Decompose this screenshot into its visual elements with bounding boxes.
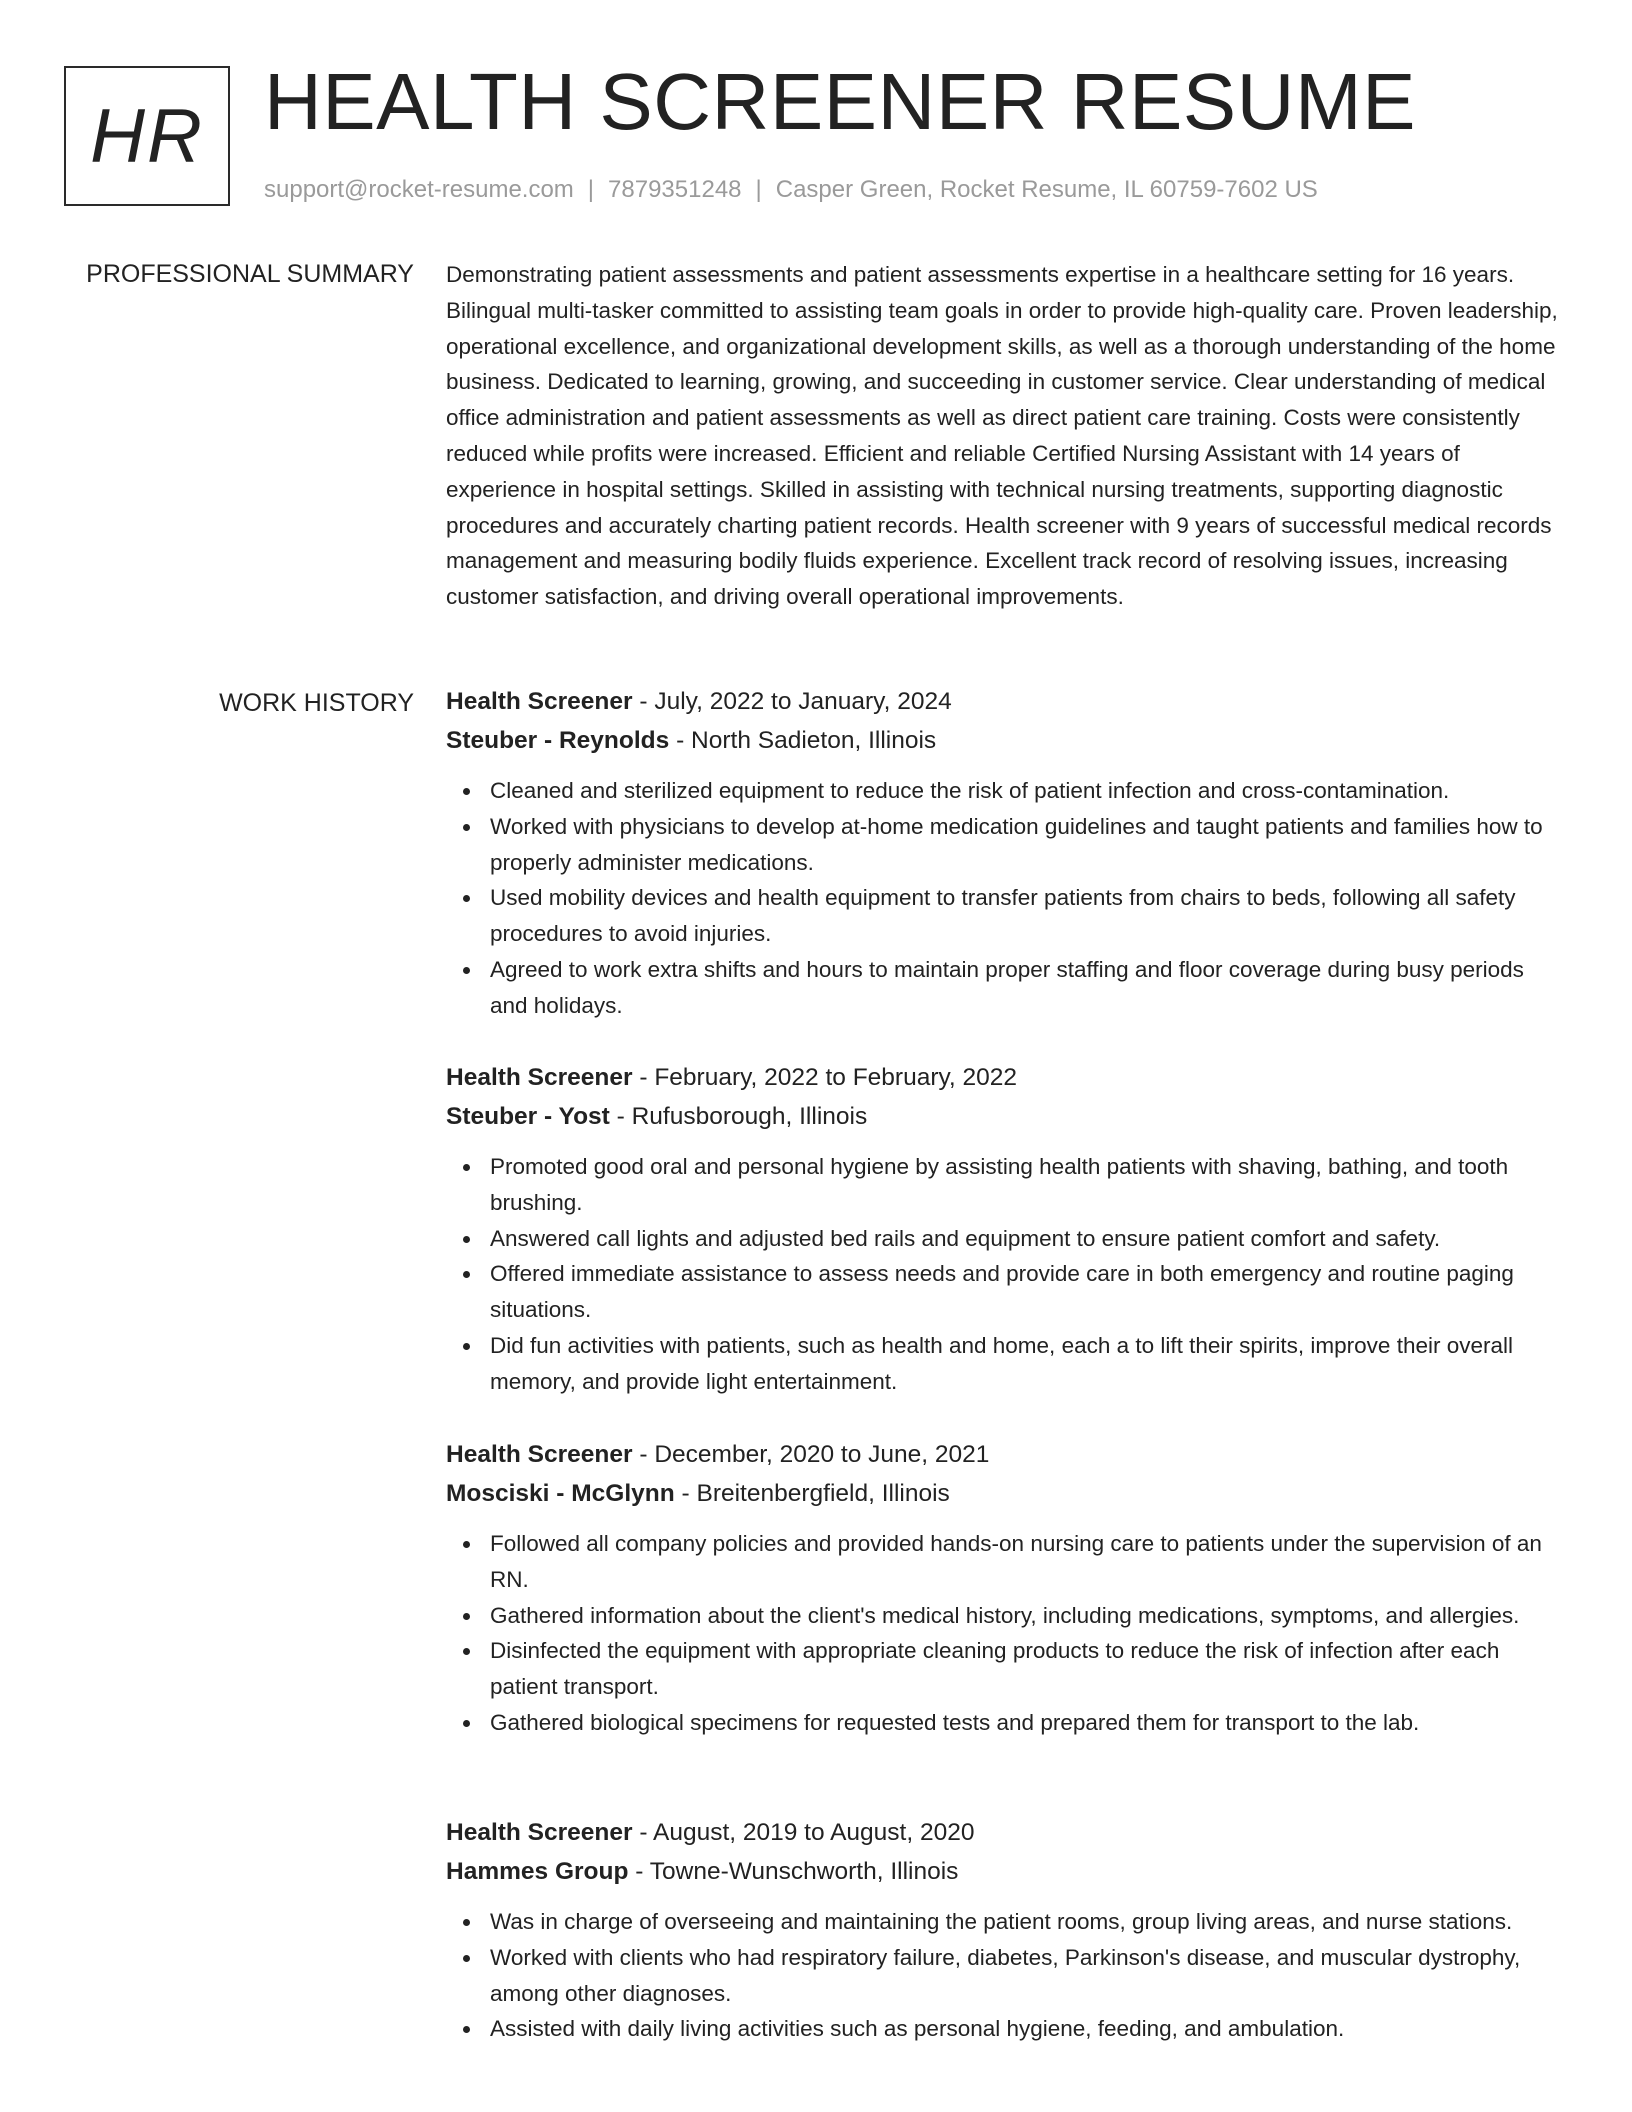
job-dates: - February, 2022 to February, 2022 <box>632 1064 1018 1091</box>
job-company-line <box>446 721 1564 761</box>
job-company: Mosciski - McGlynn <box>446 1480 675 1507</box>
job-duty-item: Gathered information about the client's medical history, including medications, symptoms, and allergies. <box>490 1598 1564 1634</box>
job-dates: - August, 2019 to August, 2020 <box>632 1819 975 1846</box>
job-duty-item: Worked with clients who had respiratory failure, diabetes, Parkinson's disease, and muscular dystrophy, among other diagnoses. <box>490 1940 1564 2012</box>
job-location: - Rufusborough, Illinois <box>609 1103 868 1130</box>
job-location: - Breitenbergfield, Illinois <box>674 1480 950 1507</box>
job-duty-item: Did fun activities with patients, such as health and home, each a to lift their spirits, improve their overall memory, and provide light entertainment. <box>490 1328 1564 1400</box>
job-dates: - July, 2022 to January, 2024 <box>632 688 952 715</box>
job-duty-item: Assisted with daily living activities such as personal hygiene, feeding, and ambulation. <box>490 2011 1564 2047</box>
job-title: Health Screener <box>446 1064 633 1091</box>
contact-separator: | <box>587 176 595 203</box>
job-duties-list <box>446 1149 1564 1400</box>
job-company-line <box>446 1474 1564 1514</box>
job-location: - North Sadieton, Illinois <box>669 727 937 754</box>
contact-phone: 7879351248 <box>608 176 742 203</box>
job-title-line <box>446 1059 1564 1097</box>
job-title: Health Screener <box>446 1819 633 1846</box>
job-company: Hammes Group <box>446 1858 629 1885</box>
contact-address: Casper Green, Rocket Resume, IL 60759-7602 US <box>775 176 1318 203</box>
section-label-work-history: WORK HISTORY <box>219 689 414 717</box>
job-duty-item: Promoted good oral and personal hygiene by assisting health patients with shaving, bathing, and tooth brushing. <box>490 1149 1564 1221</box>
job-duty-item: Was in charge of overseeing and maintaining the patient rooms, group living areas, and nurse stations. <box>490 1904 1564 1940</box>
summary-section <box>446 257 1564 615</box>
job-duty-item: Gathered biological specimens for requested tests and prepared them for transport to the lab. <box>490 1705 1564 1741</box>
job-duty-item: Answered call lights and adjusted bed rails and equipment to ensure patient comfort and safety. <box>490 1221 1564 1257</box>
job-title-line <box>446 1814 1564 1852</box>
job-title-line <box>446 683 1564 721</box>
job-entry <box>446 1814 1564 2047</box>
job-entry <box>446 683 1564 1024</box>
contact-line <box>264 175 1318 205</box>
job-duties-list <box>446 773 1564 1024</box>
resume-title: HEALTH SCREENER RESUME <box>264 57 1416 146</box>
job-title: Health Screener <box>446 1441 633 1468</box>
job-duty-item: Followed all company policies and provided hands-on nursing care to patients under the supervision of an RN. <box>490 1526 1564 1598</box>
summary-text: Demonstrating patient assessments and patient assessments expertise in a healthcare setting for 16 years. Bilingual multi-tasker committed to assisting team goals in order to provide high-quality care. Proven leadership, operational excellence, and organizational development skills, as well as a thorough understanding of the home business. Dedicated to learning, growing, and succeeding in customer service. Clear understanding of medical office administration and patient assessments as well as direct patient care training. Costs were consistently reduced while profits were increased. Efficient and reliable Certified Nursing Assistant with 14 years of experience in hospital settings. Skilled in assisting with technical nursing treatments, supporting diagnostic procedures and accurately charting patient records. Health screener with 9 years of successful medical records management and measuring bodily fluids experience. Excellent track record of resolving issues, increasing customer satisfaction, and driving overall operational improvements. <box>446 262 1558 610</box>
job-location: - Towne-Wunschworth, Illinois <box>628 1858 959 1885</box>
section-label-summary: PROFESSIONAL SUMMARY <box>86 260 414 288</box>
job-dates: - December, 2020 to June, 2021 <box>632 1441 990 1468</box>
job-duty-item: Worked with physicians to develop at-home medication guidelines and taught patients and families how to properly administer medications. <box>490 809 1564 881</box>
job-duties-list <box>446 1526 1564 1741</box>
job-company-line <box>446 1097 1564 1137</box>
job-entry <box>446 1436 1564 1741</box>
monogram-logo: HR <box>64 66 230 206</box>
job-duty-item: Disinfected the equipment with appropriate cleaning products to reduce the risk of infection after each patient transport. <box>490 1633 1564 1705</box>
job-duty-item: Agreed to work extra shifts and hours to maintain proper staffing and floor coverage during busy periods and holidays. <box>490 952 1564 1024</box>
job-entry <box>446 1059 1564 1400</box>
job-company: Steuber - Reynolds <box>446 727 670 754</box>
job-duty-item: Offered immediate assistance to assess needs and provide care in both emergency and routine paging situations. <box>490 1256 1564 1328</box>
job-duty-item: Cleaned and sterilized equipment to reduce the risk of patient infection and cross-contamination. <box>490 773 1564 809</box>
job-duty-item: Used mobility devices and health equipment to transfer patients from chairs to beds, following all safety procedures to avoid injuries. <box>490 880 1564 952</box>
job-company: Steuber - Yost <box>446 1103 610 1130</box>
contact-separator: | <box>755 176 762 203</box>
job-title-line <box>446 1436 1564 1474</box>
job-duties-list <box>446 1904 1564 2047</box>
job-title: Health Screener <box>446 688 633 715</box>
job-company-line <box>446 1852 1564 1892</box>
contact-email: support@rocket-resume.com <box>264 176 574 203</box>
